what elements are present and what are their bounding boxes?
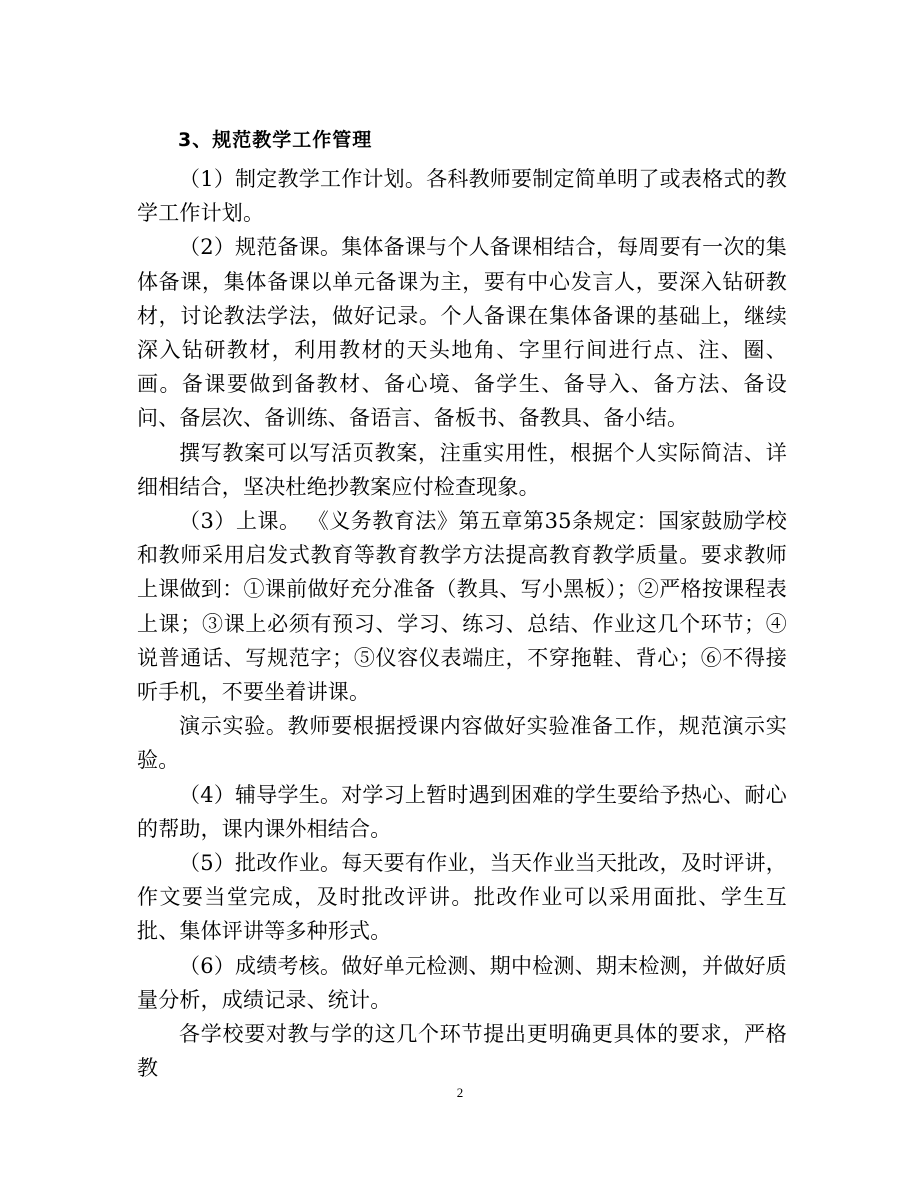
paragraph-demonstration: 演示实验。教师要根据授课内容做好实验准备工作，规范演示实验。 <box>137 714 787 773</box>
paragraph-homework: （5）批改作业。每天要有作业，当天作业当天批改，及时评讲，作文要当堂完成，及时批改评讲。批改作业可以采用面批、学生互批、集体评讲等多种形式。 <box>137 851 787 944</box>
paragraph-lesson-preparation: （2）规范备课。集体备课与个人备课相结合，每周要有一次的集体备课，集体备课以单元备课为主，要有中心发言人，要深入钻研教材，讨论教法学法，做好记录。个人备课在集体备课的基础上，继续深入钻研教材，利用教材的天头地角、字里行间进行点、注、圈、画。备课要做到备教材、备心境、备学生、备导入、备方法、备设问、备层次、备训练、备语言、备板书、备教具、备小结。 <box>137 235 787 431</box>
paragraph-tutoring: （4）辅导学生。对学习上暂时遇到困难的学生要给予热心、耐心的帮助，课内课外相结合。 <box>137 782 787 841</box>
paragraph-requirements: 各学校要对教与学的这几个环节提出更明确更具体的要求，严格教 <box>137 1022 787 1081</box>
page-number: 2 <box>456 1085 464 1100</box>
section-heading: 3、规范教学工作管理 <box>178 129 373 151</box>
paragraph-assessment: （6）成绩考核。做好单元检测、期中检测、期末检测，并做好质量分析，成绩记录、统计。 <box>137 953 787 1012</box>
page-content <box>137 122 787 1085</box>
paragraph-class-teaching: （3）上课。 《义务教育法》第五章第35条规定：国家鼓励学校和教师采用启发式教育等教育教学方法提高教育教学质量。要求教师上课做到：①课前做好充分准备（教具、写小黑板）；②严格按课程表上课；③课上必须有预习、学习、练习、总结、作业这几个环节；④说普通话、写规范字；⑤仪容仪表端庄，不穿拖鞋、背心；⑥不得接听手机，不要坐着讲课。 <box>137 509 787 705</box>
paragraph-lesson-plans: 撰写教案可以写活页教案，注重实用性，根据个人实际简洁、详细相结合，坚决杜绝抄教案应付检查现象。 <box>137 440 787 499</box>
paragraph-teaching-plan: （1）制定教学工作计划。各科教师要制定简单明了或表格式的教学工作计划。 <box>137 167 787 226</box>
